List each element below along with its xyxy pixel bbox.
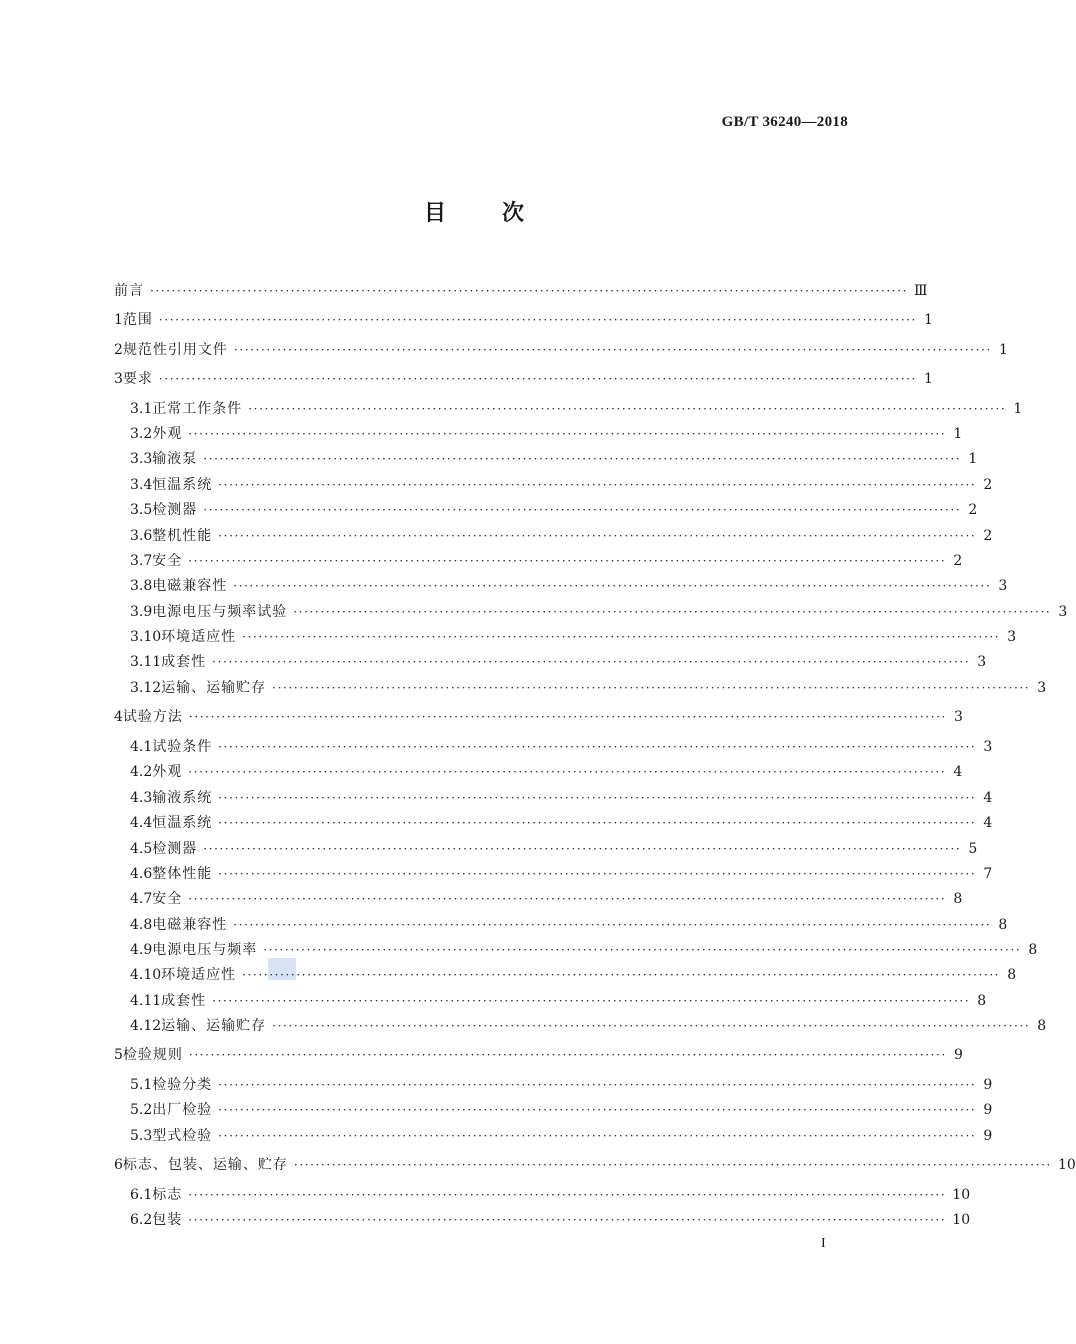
toc-entry-page: 2	[983, 528, 993, 544]
toc-entry[interactable]	[130, 1210, 971, 1230]
toc-entry-page: 2	[983, 477, 993, 493]
toc-entry-page: 5	[968, 841, 978, 857]
toc-entry-page: 7	[983, 866, 993, 882]
toc-entry-number: 4.1	[130, 739, 153, 755]
toc-entry-label: 整机性能	[152, 528, 213, 544]
toc-entry[interactable]	[114, 281, 928, 301]
toc-entry-number: 3.8	[130, 578, 153, 594]
toc-entry[interactable]	[130, 1185, 971, 1205]
toc-entry-number: 1	[114, 312, 123, 328]
toc-entry[interactable]	[130, 1075, 993, 1095]
toc-entry-label: 外观	[152, 426, 183, 442]
toc-entry-label: 试验方法	[122, 709, 183, 725]
toc-entry[interactable]	[130, 500, 978, 520]
toc-entry-label: 检验分类	[152, 1077, 213, 1093]
toc-entry[interactable]	[130, 915, 1008, 935]
toc-entry-number: 4.9	[130, 942, 153, 958]
toc-entry[interactable]	[130, 1126, 993, 1146]
toc-entry-label: 输液泵	[152, 451, 198, 467]
toc-entry-number: 3.3	[130, 451, 153, 467]
toc-entry-page: 1	[924, 371, 933, 387]
toc-entry[interactable]	[130, 475, 993, 495]
toc-entry-page: 3	[1058, 604, 1068, 620]
toc-entry-page: 1	[968, 451, 978, 467]
toc-entry-page: Ⅲ	[914, 283, 928, 299]
toc-dot-leader: ············································································································································	[218, 816, 977, 830]
toc-entry-label: 运输、运输贮存	[161, 680, 267, 696]
toc-entry-label: 包装	[152, 1212, 183, 1228]
toc-entry-number: 3.12	[130, 680, 162, 696]
toc-entry-number: 3.9	[130, 604, 153, 620]
toc-entry-page: 9	[983, 1102, 993, 1118]
toc-dot-leader: ············································································································································	[293, 1158, 1052, 1172]
toc-entry-number: 4.8	[130, 917, 153, 933]
toc-entry-label: 检测器	[152, 841, 198, 857]
toc-dot-leader: ············································································································································	[272, 1019, 1031, 1033]
toc-entry-number: 5.1	[130, 1077, 153, 1093]
toc-entry-number: 3.4	[130, 477, 153, 493]
toc-dot-leader: ············································································································································	[293, 605, 1052, 619]
toc-dot-leader: ············································································································································	[233, 343, 992, 357]
toc-dot-leader: ············································································································································	[218, 867, 977, 881]
toc-dot-leader: ············································································································································	[233, 579, 992, 593]
toc-dot-leader: ············································································································································	[233, 918, 992, 932]
toc-entry-page: 2	[968, 502, 978, 518]
toc-entry-label: 运输、运输贮存	[161, 1018, 267, 1034]
toc-entry[interactable]	[130, 965, 1017, 985]
toc-entry[interactable]	[130, 627, 1017, 647]
toc-entry-number: 3.10	[130, 629, 162, 645]
toc-entry-page: 3	[1007, 629, 1017, 645]
toc-entry-number: 3	[114, 371, 123, 387]
toc-entry-label: 试验条件	[152, 739, 213, 755]
toc-entry-label: 电磁兼容性	[152, 917, 228, 933]
toc-entry-number: 6.1	[130, 1187, 153, 1203]
toc-entry-label: 范围	[122, 312, 153, 328]
toc-entry[interactable]	[114, 707, 963, 727]
toc-entry[interactable]	[114, 310, 933, 330]
toc-dot-leader: ············································································································································	[218, 1078, 977, 1092]
toc-entry[interactable]	[130, 839, 978, 859]
toc-entry[interactable]	[130, 526, 993, 546]
toc-entry-label: 输液系统	[152, 790, 213, 806]
toc-entry-number: 5.2	[130, 1102, 153, 1118]
toc-dot-leader: ············································································································································	[212, 655, 971, 669]
toc-entry[interactable]	[114, 1155, 1076, 1175]
toc-entry[interactable]	[114, 369, 933, 389]
toc-entry-label: 检测器	[152, 502, 198, 518]
toc-entry[interactable]	[130, 551, 963, 571]
toc-dot-leader: ············································································································································	[242, 968, 1001, 982]
toc-dot-leader: ············································································································································	[188, 765, 947, 779]
toc-entry-page: 4	[953, 764, 963, 780]
toc-entry-page: 1	[999, 342, 1008, 358]
toc-dot-leader: ············································································································································	[218, 740, 977, 754]
toc-dot-leader: ············································································································································	[158, 313, 917, 327]
toc-entry-label: 前言	[114, 283, 144, 299]
toc-entry-page: 10	[952, 1187, 971, 1203]
toc-dot-leader: ············································································································································	[248, 402, 1007, 416]
toc-entry-label: 型式检验	[152, 1128, 213, 1144]
toc-dot-leader: ············································································································································	[188, 1213, 947, 1227]
toc-entry-page: 9	[954, 1047, 963, 1063]
toc-entry-page: 8	[1028, 942, 1038, 958]
toc-entry-number: 4.5	[130, 841, 153, 857]
toc-entry-page: 1	[1013, 401, 1023, 417]
toc-entry-label: 要求	[122, 371, 153, 387]
toc-entry[interactable]	[130, 737, 993, 757]
toc-entry-label: 规范性引用文件	[122, 342, 228, 358]
toc-entry-label: 标志、包装、运输、贮存	[122, 1157, 288, 1173]
toc-entry-label: 检验规则	[122, 1047, 183, 1063]
toc-entry-number: 6.2	[130, 1212, 153, 1228]
toc-entry-label: 电磁兼容性	[152, 578, 228, 594]
toc-entry-label: 成套性	[161, 993, 207, 1009]
toc-dot-leader: ············································································································································	[188, 554, 947, 568]
toc-entry-page: 10	[952, 1212, 971, 1228]
toc-entry-number: 3.6	[130, 528, 153, 544]
toc-entry-page: 9	[983, 1128, 993, 1144]
toc-entry-number: 3.7	[130, 553, 153, 569]
toc-entry-label: 电源电压与频率	[152, 942, 258, 958]
toc-entry-number: 4.7	[130, 891, 153, 907]
toc-entry[interactable]	[130, 602, 1068, 622]
toc-entry[interactable]	[130, 424, 963, 444]
toc-entry[interactable]	[130, 449, 978, 469]
toc-entry-number: 4.11	[130, 993, 162, 1009]
toc-dot-leader: ············································································································································	[218, 478, 977, 492]
toc-dot-leader: ············································································································································	[188, 1188, 947, 1202]
toc-entry-label: 环境适应性	[161, 629, 237, 645]
toc-entry-page: 3	[954, 709, 963, 725]
toc-entry-number: 3.5	[130, 502, 153, 518]
toc-dot-leader: ············································································································································	[218, 529, 977, 543]
toc-entry-number: 4.2	[130, 764, 153, 780]
toc-entry-label: 成套性	[161, 654, 207, 670]
toc-dot-leader: ············································································································································	[203, 503, 962, 517]
toc-entry[interactable]	[130, 1100, 993, 1120]
toc-entry[interactable]	[130, 788, 993, 808]
toc-dot-leader: ············································································································································	[203, 842, 962, 856]
toc-entry-page: 9	[983, 1077, 993, 1093]
toc-entry-page: 3	[977, 654, 987, 670]
toc-entry[interactable]	[130, 678, 1047, 698]
toc-dot-leader: ············································································································································	[150, 284, 909, 298]
toc-entry-label: 安全	[152, 891, 183, 907]
toc-title-left: 目	[423, 201, 448, 226]
toc-entry-number: 4.12	[130, 1018, 162, 1034]
toc-entry-page: 10	[1057, 1157, 1076, 1173]
toc-dot-leader: ············································································································································	[203, 452, 962, 466]
toc-entry-number: 4.10	[130, 967, 162, 983]
toc-entry-label: 恒温系统	[152, 815, 213, 831]
toc-entry-label: 正常工作条件	[152, 401, 243, 417]
toc-entry-number: 4	[114, 709, 123, 725]
toc-entry[interactable]	[130, 576, 1008, 596]
toc-entry[interactable]	[114, 1045, 963, 1065]
toc-dot-leader: ············································································································································	[188, 892, 947, 906]
toc-entry[interactable]	[130, 1016, 1047, 1036]
toc-dot-leader: ············································································································································	[263, 943, 1022, 957]
toc-entry-number: 4.6	[130, 866, 153, 882]
page-folio: I	[821, 1236, 826, 1251]
toc-entry[interactable]	[130, 889, 963, 909]
toc-entry-page: 1	[953, 426, 963, 442]
toc-entry-page: 3	[998, 578, 1008, 594]
toc-entry[interactable]	[130, 991, 987, 1011]
toc-entry-number: 5.3	[130, 1128, 153, 1144]
toc-entry-label: 整体性能	[152, 866, 213, 882]
toc-entry-number: 3.2	[130, 426, 153, 442]
toc-entry-label: 环境适应性	[161, 967, 237, 983]
toc-entry[interactable]	[130, 864, 993, 884]
toc-entry-number: 2	[114, 342, 123, 358]
toc-entry-number: 3.1	[130, 401, 153, 417]
toc-entry-number: 4.3	[130, 790, 153, 806]
toc-entry-label: 外观	[152, 764, 183, 780]
toc-entry-page: 8	[998, 917, 1008, 933]
toc-title-right: 次	[502, 201, 527, 226]
toc-dot-leader: ············································································································································	[242, 630, 1001, 644]
toc-entry[interactable]	[130, 652, 987, 672]
toc-entry-page: 4	[983, 790, 993, 806]
toc-entry-number: 3.11	[130, 654, 162, 670]
toc-entry-page: 4	[983, 815, 993, 831]
toc-entry-page: 2	[953, 553, 963, 569]
toc-entry[interactable]	[130, 940, 1038, 960]
toc-dot-leader: ············································································································································	[188, 710, 947, 724]
toc-entry-label: 电源电压与频率试验	[152, 604, 288, 620]
toc-entry-label: 安全	[152, 553, 183, 569]
toc-dot-leader: ············································································································································	[272, 681, 1031, 695]
toc-dot-leader: ············································································································································	[218, 791, 977, 805]
toc-entry-page: 3	[983, 739, 993, 755]
toc-entry-label: 出厂检验	[152, 1102, 213, 1118]
toc-dot-leader: ············································································································································	[212, 994, 971, 1008]
toc-entry-label: 恒温系统	[152, 477, 213, 493]
toc-entry-page: 3	[1037, 680, 1047, 696]
toc-entry-page: 1	[924, 312, 933, 328]
toc-entry-page: 8	[1037, 1018, 1047, 1034]
toc-entry-number: 4.4	[130, 815, 153, 831]
toc-entry-number: 6	[114, 1157, 123, 1173]
toc-entry[interactable]	[130, 813, 993, 833]
toc-entry[interactable]	[114, 340, 1008, 360]
toc-entry-number: 5	[114, 1047, 123, 1063]
toc-entry[interactable]	[130, 762, 963, 782]
toc-entry-page: 8	[953, 891, 963, 907]
standard-number: GB/T 36240—2018	[721, 114, 848, 130]
toc-dot-leader: ············································································································································	[158, 372, 917, 386]
toc-entry[interactable]	[130, 399, 1023, 419]
toc-title	[0, 196, 950, 227]
toc-dot-leader: ············································································································································	[188, 427, 947, 441]
toc-dot-leader: ············································································································································	[218, 1103, 977, 1117]
toc-dot-leader: ············································································································································	[188, 1048, 947, 1062]
toc-entry-page: 8	[977, 993, 987, 1009]
toc-entry-page: 8	[1007, 967, 1017, 983]
toc-entry-label: 标志	[152, 1187, 183, 1203]
toc-dot-leader: ············································································································································	[218, 1129, 977, 1143]
